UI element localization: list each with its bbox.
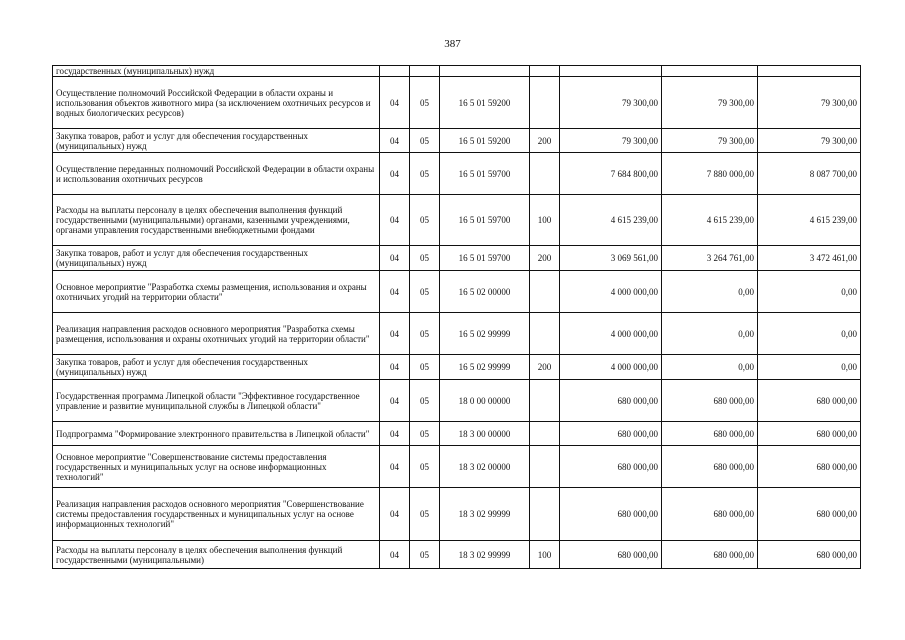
- amount-year-2-cell: 0,00: [662, 313, 758, 355]
- table-row: [53, 446, 861, 488]
- amount-year-2-cell: 3 264 761,00: [662, 246, 758, 271]
- amount-year-2-cell: 4 615 239,00: [662, 195, 758, 246]
- target-article-cell: 18 3 02 00000: [440, 446, 530, 488]
- target-article-cell: 16 5 01 59700: [440, 195, 530, 246]
- expense-type-cell: [530, 446, 560, 488]
- target-article-cell: 16 5 01 59700: [440, 153, 530, 195]
- amount-year-1-cell: 680 000,00: [560, 488, 662, 541]
- target-article-cell: 18 3 02 99999: [440, 488, 530, 541]
- expense-name-cell: Расходы на выплаты персоналу в целях обеспечения выполнения функций государственными (муниципальными) органами, казенными учреждениями, органами управления государственными внебюджетными фондами: [53, 195, 380, 246]
- target-article-cell: 18 3 02 99999: [440, 541, 530, 569]
- expense-name-cell: Основное мероприятие "Совершенствование системы предоставления государственных и муниципальных услуг на основе информационных технологий": [53, 446, 380, 488]
- target-article-cell: 16 5 01 59200: [440, 129, 530, 153]
- subsection-code-cell: [410, 66, 440, 77]
- amount-year-3-cell: 680 000,00: [758, 446, 861, 488]
- target-article-cell: 18 3 00 00000: [440, 422, 530, 446]
- amount-year-2-cell: 680 000,00: [662, 422, 758, 446]
- target-article-cell: 18 0 00 00000: [440, 380, 530, 422]
- amount-year-2-cell: 0,00: [662, 355, 758, 380]
- table-row: [53, 77, 861, 129]
- expense-type-cell: [530, 66, 560, 77]
- section-code-cell: 04: [380, 271, 410, 313]
- amount-year-3-cell: 79 300,00: [758, 129, 861, 153]
- table-row: [53, 313, 861, 355]
- section-code-cell: [380, 66, 410, 77]
- table-row: [53, 246, 861, 271]
- subsection-code-cell: 05: [410, 77, 440, 129]
- expense-name-cell: Расходы на выплаты персоналу в целях обеспечения выполнения функций государственными (муниципальными): [53, 541, 380, 569]
- amount-year-3-cell: 680 000,00: [758, 422, 861, 446]
- section-code-cell: 04: [380, 153, 410, 195]
- section-code-cell: 04: [380, 380, 410, 422]
- amount-year-2-cell: 0,00: [662, 271, 758, 313]
- table-row: [53, 422, 861, 446]
- amount-year-3-cell: 680 000,00: [758, 380, 861, 422]
- expense-name-cell: Реализация направления расходов основного мероприятия "Разработка схемы размещения, использования и охраны охотничьих угодий на территории области": [53, 313, 380, 355]
- section-code-cell: 04: [380, 246, 410, 271]
- amount-year-1-cell: 4 000 000,00: [560, 355, 662, 380]
- subsection-code-cell: 05: [410, 355, 440, 380]
- table-row: [53, 153, 861, 195]
- table-row: [53, 66, 861, 77]
- subsection-code-cell: 05: [410, 153, 440, 195]
- subsection-code-cell: 05: [410, 313, 440, 355]
- amount-year-2-cell: 680 000,00: [662, 488, 758, 541]
- expense-type-cell: [530, 380, 560, 422]
- amount-year-1-cell: 680 000,00: [560, 422, 662, 446]
- amount-year-1-cell: 79 300,00: [560, 77, 662, 129]
- subsection-code-cell: 05: [410, 541, 440, 569]
- amount-year-3-cell: 3 472 461,00: [758, 246, 861, 271]
- amount-year-2-cell: 79 300,00: [662, 77, 758, 129]
- expense-type-cell: 100: [530, 195, 560, 246]
- table-row: [53, 271, 861, 313]
- target-article-cell: 16 5 02 99999: [440, 313, 530, 355]
- section-code-cell: 04: [380, 488, 410, 541]
- budget-table: [52, 65, 861, 569]
- amount-year-3-cell: 4 615 239,00: [758, 195, 861, 246]
- table-row: [53, 380, 861, 422]
- table-row: [53, 195, 861, 246]
- amount-year-3-cell: [758, 66, 861, 77]
- expense-type-cell: 200: [530, 129, 560, 153]
- expense-type-cell: [530, 77, 560, 129]
- section-code-cell: 04: [380, 355, 410, 380]
- amount-year-3-cell: 680 000,00: [758, 488, 861, 541]
- target-article-cell: 16 5 02 00000: [440, 271, 530, 313]
- amount-year-1-cell: 680 000,00: [560, 380, 662, 422]
- expense-type-cell: 200: [530, 246, 560, 271]
- amount-year-1-cell: 4 000 000,00: [560, 313, 662, 355]
- amount-year-1-cell: 4 615 239,00: [560, 195, 662, 246]
- subsection-code-cell: 05: [410, 246, 440, 271]
- amount-year-3-cell: 0,00: [758, 313, 861, 355]
- amount-year-2-cell: 680 000,00: [662, 380, 758, 422]
- budget-table-body: [53, 66, 861, 569]
- amount-year-2-cell: [662, 66, 758, 77]
- amount-year-3-cell: 0,00: [758, 355, 861, 380]
- expense-name-cell: Осуществление полномочий Российской Федерации в области охраны и использования объектов животного мира (за исключением охотничьих ресурсов и водных биологических ресурсов): [53, 77, 380, 129]
- section-code-cell: 04: [380, 422, 410, 446]
- expense-name-cell: Закупка товаров, работ и услуг для обеспечения государственных (муниципальных) нужд: [53, 246, 380, 271]
- expense-type-cell: [530, 313, 560, 355]
- amount-year-1-cell: 680 000,00: [560, 446, 662, 488]
- subsection-code-cell: 05: [410, 422, 440, 446]
- expense-type-cell: 200: [530, 355, 560, 380]
- section-code-cell: 04: [380, 77, 410, 129]
- subsection-code-cell: 05: [410, 380, 440, 422]
- expense-name-cell: Основное мероприятие "Разработка схемы размещения, использования и охраны охотничьих угодий на территории области": [53, 271, 380, 313]
- expense-type-cell: [530, 153, 560, 195]
- amount-year-1-cell: [560, 66, 662, 77]
- amount-year-2-cell: 680 000,00: [662, 541, 758, 569]
- expense-type-cell: 100: [530, 541, 560, 569]
- section-code-cell: 04: [380, 446, 410, 488]
- expense-name-cell: Осуществление переданных полномочий Российской Федерации в области охраны и использования охотничьих ресурсов: [53, 153, 380, 195]
- amount-year-1-cell: 3 069 561,00: [560, 246, 662, 271]
- target-article-cell: 16 5 01 59700: [440, 246, 530, 271]
- target-article-cell: 16 5 02 99999: [440, 355, 530, 380]
- target-article-cell: [440, 66, 530, 77]
- amount-year-3-cell: 680 000,00: [758, 541, 861, 569]
- subsection-code-cell: 05: [410, 488, 440, 541]
- target-article-cell: 16 5 01 59200: [440, 77, 530, 129]
- subsection-code-cell: 05: [410, 129, 440, 153]
- subsection-code-cell: 05: [410, 271, 440, 313]
- amount-year-3-cell: 8 087 700,00: [758, 153, 861, 195]
- expense-name-cell: государственных (муниципальных) нужд: [53, 66, 380, 77]
- amount-year-1-cell: 680 000,00: [560, 541, 662, 569]
- section-code-cell: 04: [380, 313, 410, 355]
- expense-type-cell: [530, 488, 560, 541]
- expense-name-cell: Подпрограмма "Формирование электронного правительства в Липецкой области": [53, 422, 380, 446]
- amount-year-3-cell: 0,00: [758, 271, 861, 313]
- expense-type-cell: [530, 271, 560, 313]
- page-number: 387: [444, 38, 461, 50]
- amount-year-3-cell: 79 300,00: [758, 77, 861, 129]
- section-code-cell: 04: [380, 129, 410, 153]
- subsection-code-cell: 05: [410, 446, 440, 488]
- expense-type-cell: [530, 422, 560, 446]
- amount-year-1-cell: 7 684 800,00: [560, 153, 662, 195]
- expense-name-cell: Реализация направления расходов основного мероприятия "Совершенствование системы предоставления государственных и муниципальных услуг на основе информационных технологий": [53, 488, 380, 541]
- subsection-code-cell: 05: [410, 195, 440, 246]
- table-row: [53, 355, 861, 380]
- table-row: [53, 488, 861, 541]
- amount-year-1-cell: 4 000 000,00: [560, 271, 662, 313]
- expense-name-cell: Государственная программа Липецкой области "Эффективное государственное управление и развитие муниципальной службы в Липецкой области": [53, 380, 380, 422]
- section-code-cell: 04: [380, 541, 410, 569]
- amount-year-2-cell: 7 880 000,00: [662, 153, 758, 195]
- section-code-cell: 04: [380, 195, 410, 246]
- expense-name-cell: Закупка товаров, работ и услуг для обеспечения государственных (муниципальных) нужд: [53, 355, 380, 380]
- expense-name-cell: Закупка товаров, работ и услуг для обеспечения государственных (муниципальных) нужд: [53, 129, 380, 153]
- amount-year-2-cell: 79 300,00: [662, 129, 758, 153]
- table-row: [53, 129, 861, 153]
- amount-year-1-cell: 79 300,00: [560, 129, 662, 153]
- amount-year-2-cell: 680 000,00: [662, 446, 758, 488]
- table-row: [53, 541, 861, 569]
